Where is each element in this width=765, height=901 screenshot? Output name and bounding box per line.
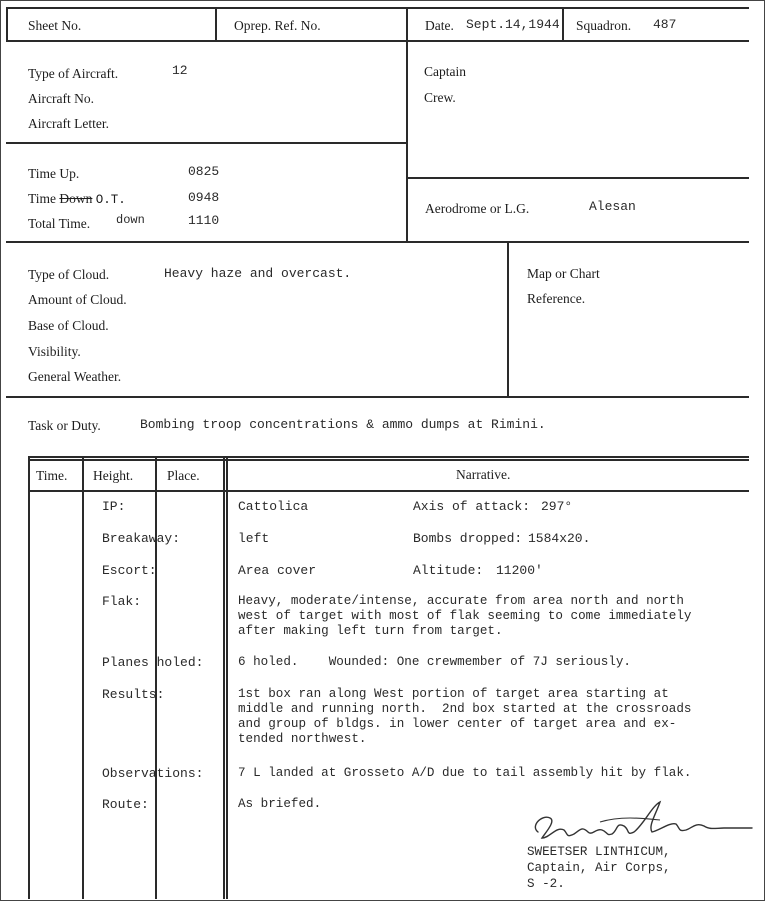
squadron-value: 487 <box>653 17 677 32</box>
aircraft-no-label: Aircraft No. <box>28 91 94 106</box>
total-time-note: down <box>116 213 145 227</box>
axis-of-attack-label: Axis of attack: <box>413 499 531 514</box>
rule <box>226 457 228 899</box>
oprep-ref-label: Oprep. Ref. No. <box>234 18 321 33</box>
rule <box>406 177 749 179</box>
time-up-label: Time Up. <box>28 166 80 181</box>
rule <box>562 7 564 41</box>
rule <box>28 490 749 492</box>
row-planes-holed-label: Planes holed: <box>102 655 204 670</box>
time-down-struck-word: Down <box>59 191 93 206</box>
rule <box>6 241 749 243</box>
handwritten-signature <box>520 792 760 852</box>
signature-name: SWEETSER LINTHICUM, <box>527 845 671 859</box>
total-time-value: 1110 <box>188 213 220 228</box>
row-breakaway-label: Breakaway: <box>102 531 181 546</box>
row-escort-text: Area cover <box>238 563 317 578</box>
rule <box>6 7 749 9</box>
total-time-label: Total Time. <box>28 216 91 231</box>
rule <box>6 396 749 398</box>
rule <box>155 457 157 899</box>
rule <box>6 142 406 144</box>
rule <box>6 7 8 41</box>
captain-label: Captain <box>424 64 466 79</box>
rule <box>28 457 30 899</box>
rule <box>82 457 84 899</box>
rule <box>28 459 749 461</box>
row-route-label: Route: <box>102 797 149 812</box>
aerodrome-label: Aerodrome or L.G. <box>425 201 530 216</box>
bombs-dropped-value: 1584x20. <box>528 531 591 546</box>
type-of-aircraft-value: 12 <box>172 63 188 78</box>
row-ip-label: IP: <box>102 499 126 514</box>
squadron-label: Squadron. <box>576 18 632 33</box>
general-weather-label: General Weather. <box>28 369 122 384</box>
aerodrome-value: Alesan <box>589 199 636 214</box>
row-route-text: As briefed. <box>238 797 322 811</box>
row-results-text: 1st box ran along West portion of target area starting at middle and running north. 2nd box started at the crossroads and group of bldgs. in lower center of target area and ex- tended northwest. <box>238 687 692 746</box>
row-breakaway-text: left <box>238 531 270 546</box>
row-observations-label: Observations: <box>102 766 204 781</box>
type-of-cloud-value: Heavy haze and overcast. <box>164 266 352 281</box>
base-of-cloud-label: Base of Cloud. <box>28 318 109 333</box>
col-place-header: Place. <box>167 468 200 483</box>
signature-unit: S -2. <box>527 877 565 891</box>
altitude-value: 11200' <box>496 563 543 578</box>
bombs-dropped-label: Bombs dropped: <box>413 531 523 546</box>
col-narrative-header: Narrative. <box>456 467 511 482</box>
date-label: Date. <box>425 18 454 33</box>
row-flak-label: Flak: <box>102 594 142 609</box>
row-results-label: Results: <box>102 687 165 702</box>
task-label: Task or Duty. <box>28 418 101 433</box>
rule <box>406 7 408 242</box>
task-value: Bombing troop concentrations & ammo dumps at Rimini. <box>140 417 546 432</box>
rule <box>28 456 749 458</box>
type-of-cloud-label: Type of Cloud. <box>28 267 110 282</box>
col-time-header: Time. <box>36 468 68 483</box>
row-planes-holed-text: 6 holed. Wounded: One crewmember of 7J seriously. <box>238 655 631 669</box>
time-down-value: 0948 <box>188 190 220 205</box>
amount-of-cloud-label: Amount of Cloud. <box>28 292 127 307</box>
map-chart-label: Map or Chart <box>527 266 600 281</box>
row-escort-label: Escort: <box>102 563 157 578</box>
row-observations-text: 7 L landed at Grosseto A/D due to tail assembly hit by flak. <box>238 766 692 780</box>
col-height-header: Height. <box>93 468 134 483</box>
sheet-no-label: Sheet No. <box>28 18 82 33</box>
row-ip-text: Cattolica <box>238 499 309 514</box>
type-of-aircraft-label: Type of Aircraft. <box>28 66 119 81</box>
crew-label: Crew. <box>424 90 456 105</box>
altitude-label: Altitude: <box>413 563 484 578</box>
rule <box>507 241 509 398</box>
signature-rank: Captain, Air Corps, <box>527 861 671 875</box>
rule <box>223 457 225 899</box>
row-flak-text: Heavy, moderate/intense, accurate from area north and north west of target with most of flak seeming to come immediately after making left turn from target. <box>238 594 692 638</box>
rule <box>215 7 217 41</box>
date-value: Sept.14,1944 <box>466 17 560 32</box>
time-up-value: 0825 <box>188 164 220 179</box>
reference-label: Reference. <box>527 291 586 306</box>
time-down-over-typed: O.T. <box>95 193 126 207</box>
rule <box>6 40 749 42</box>
time-down-label: Time Down O.T. <box>28 191 126 207</box>
visibility-label: Visibility. <box>28 344 81 359</box>
axis-of-attack-value: 297° <box>541 499 573 514</box>
aircraft-letter-label: Aircraft Letter. <box>28 116 109 131</box>
